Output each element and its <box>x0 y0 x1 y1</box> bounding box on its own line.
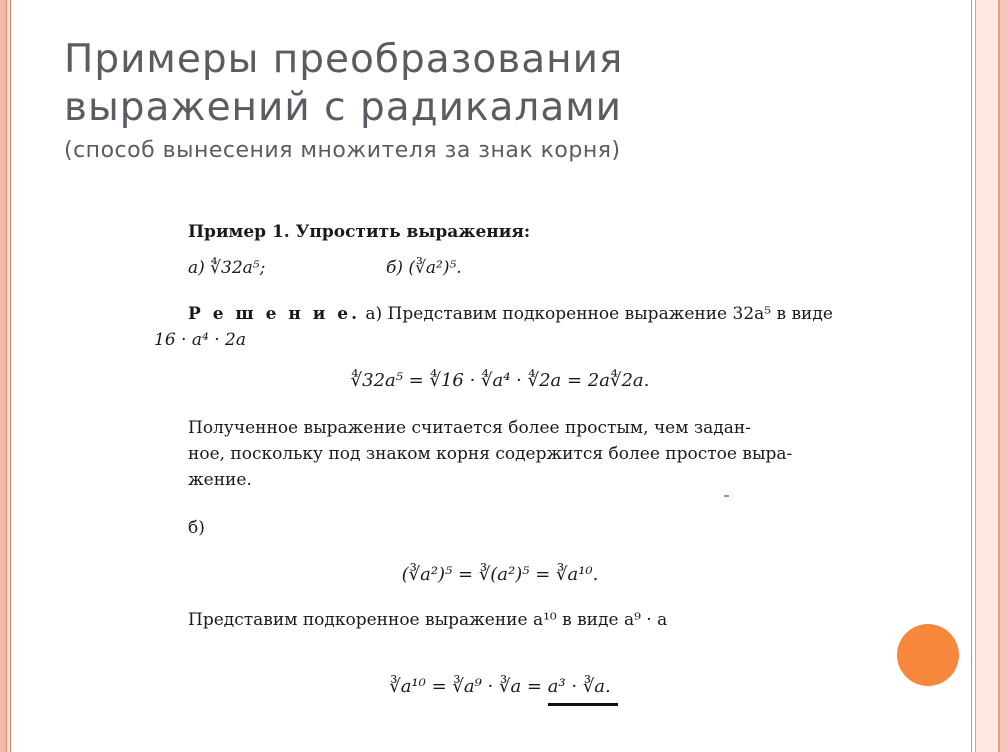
part-b-text: Представим подкоренное выражение a¹⁰ в виде a⁹ · a <box>188 610 668 630</box>
slide-title <box>64 36 824 132</box>
formula-a: ∜32a⁵ = ∜16 · ∜a⁴ · ∜2a = 2a∜2a. <box>350 370 650 391</box>
scan-speck <box>724 495 729 497</box>
formula-b: (∛a²)⁵ = ∛(a²)⁵ = ∛a¹⁰. <box>401 564 599 585</box>
example-heading: Пример 1. Упростить выражения: <box>188 222 531 242</box>
explanation-line-1: Полученное выражение считается более простым, чем задан- <box>188 418 751 438</box>
right-border-line-2 <box>975 0 976 752</box>
part-b-label: б) <box>188 518 205 538</box>
orange-circle-decoration <box>897 624 959 686</box>
slide-title-line-1: Примеры преобразования <box>64 37 624 82</box>
right-border-gap <box>972 0 975 752</box>
slide-subtitle: (способ вынесения множителя за знак корня) <box>64 138 621 163</box>
answer-underline <box>548 703 618 706</box>
left-border-edge <box>10 0 11 752</box>
solution-label: Р е ш е н и е. <box>188 304 360 324</box>
right-border-edge <box>971 0 972 752</box>
solution-a-text: а) Представим подкоренное выражение 32a⁵ в виде <box>365 304 833 324</box>
task-b: б) (∛a²)⁵. <box>386 258 462 278</box>
right-border <box>1000 0 1008 752</box>
solution-intro <box>188 304 833 324</box>
explanation-line-3: жение. <box>188 470 252 490</box>
task-a: а) ∜32a⁵; <box>188 258 266 278</box>
formula-b2: ∛a¹⁰ = ∛a⁹ · ∛a = a³ · ∛a. <box>389 676 611 697</box>
right-border-line <box>998 0 1000 752</box>
explanation-line-2: ное, поскольку под знаком корня содержится более простое выра- <box>188 444 793 464</box>
right-border-band <box>976 0 998 752</box>
solution-a-form: 16 · a⁴ · 2a <box>154 330 246 350</box>
slide-title-line-2: выражений с радикалами <box>64 85 623 130</box>
